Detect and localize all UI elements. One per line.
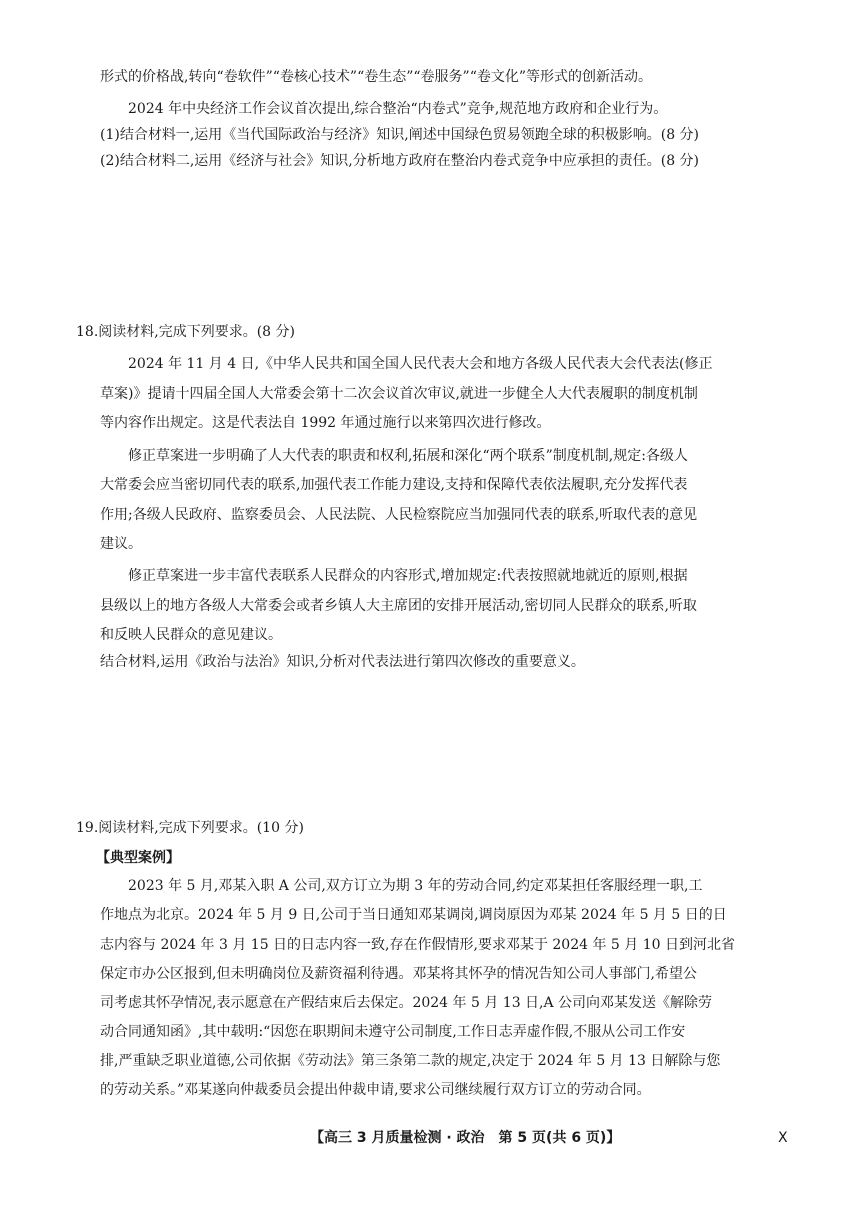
q18-paragraph-line: 建议。 <box>100 536 142 552</box>
q18-paragraph-line: 修正草案进一步丰富代表联系人民群众的内容形式,增加规定:代表按照就地就近的原则,根据 <box>128 568 688 584</box>
q18-paragraph-line: 修正草案进一步明确了人大代表的职责和权利,拓展和深化“两个联系”制度机制,规定:各级人 <box>128 448 688 464</box>
q17-subquestion-1: (1)结合材料一,运用《当代国际政治与经济》知识,阐述中国绿色贸易领跑全球的积极影响。(8 分) <box>100 127 700 143</box>
q18-paragraph-line: 2024 年 11 月 4 日,《中华人民共和国全国人民代表大会和地方各级人民代表大会代表法(修正 <box>128 356 713 372</box>
footer-version-mark: X <box>778 1130 788 1146</box>
q18-paragraph-line: 和反映人民群众的意见建议。 <box>100 627 282 643</box>
q19-case-line: 的劳动关系。”邓某遂向仲裁委员会提出仲裁申请,要求公司继续履行双方订立的劳动合同。 <box>100 1082 651 1098</box>
q18-paragraph-line: 县级以上的地方各级人大常委会或者乡镇人大主席团的安排开展活动,密切同人民群众的联系,听取 <box>100 598 697 614</box>
q19-case-line: 动合同通知函》,其中载明:“因您在职期间未遵守公司制度,工作日志弄虚作假,不服从公司工作安 <box>100 1024 686 1040</box>
q18-paragraph-line: 草案)》提请十四届全国人大常委会第十二次会议首次审议,就进一步健全人大代表履职的制度机制 <box>100 386 698 402</box>
footer-page-info: 【高三 3 月质量检测 · 政治 第 5 页(共 6 页)】 <box>310 1130 621 1146</box>
q18-header: 18.阅读材料,完成下列要求。(8 分) <box>76 324 295 340</box>
q19-case-line: 保定市办公区报到,但未明确岗位及薪资福利待遇。邓某将其怀孕的情况告知公司人事部门,希望公 <box>100 966 697 982</box>
q19-case-title: 【典型案例】 <box>96 850 180 866</box>
q18-paragraph-line: 大常委会应当密切同代表的联系,加强代表工作能力建设,支持和保障代表依法履职,充分发挥代表 <box>100 477 688 493</box>
q19-case-line: 2023 年 5 月,邓某入职 A 公司,双方订立为期 3 年的劳动合同,约定邓某担任客服经理一职,工 <box>128 878 703 894</box>
q18-question: 结合材料,运用《政治与法治》知识,分析对代表法进行第四次修改的重要意义。 <box>100 654 585 670</box>
q19-case-line: 司考虑其怀孕情况,表示愿意在产假结束后去保定。2024 年 5 月 13 日,A 公司向邓某发送《解除劳 <box>100 995 713 1011</box>
q17-subquestion-2: (2)结合材料二,运用《经济与社会》知识,分析地方政府在整治内卷式竞争中应承担的责任。(8 分) <box>100 153 700 169</box>
q19-case-line: 作地点为北京。2024 年 5 月 9 日,公司于当日通知邓某调岗,调岗原因为邓某 2024 年 5 月 5 日的日 <box>100 907 727 923</box>
q17-material-line: 形式的价格战,转向“卷软件”“卷核心技术”“卷生态”“卷服务”“卷文化”等形式的创新活动。 <box>100 69 653 85</box>
q18-paragraph-line: 等内容作出规定。这是代表法自 1992 年通过施行以来第四次进行修改。 <box>100 415 551 431</box>
q19-case-line: 排,严重缺乏职业道德,公司依据《劳动法》第三条第二款的规定,决定于 2024 年 5 月 13 日解除与您 <box>100 1053 721 1069</box>
q18-paragraph-line: 作用;各级人民政府、监察委员会、人民法院、人民检察院应当加强同代表的联系,听取代表的意见 <box>100 507 698 523</box>
q19-header: 19.阅读材料,完成下列要求。(10 分) <box>76 820 304 836</box>
q17-material-line: 2024 年中央经济工作会议首次提出,综合整治“内卷式”竞争,规范地方政府和企业行为。 <box>128 101 668 117</box>
q19-case-line: 志内容与 2024 年 3 月 15 日的日志内容一致,存在作假情形,要求邓某于 2024 年 5 月 10 日到河北省 <box>100 937 736 953</box>
